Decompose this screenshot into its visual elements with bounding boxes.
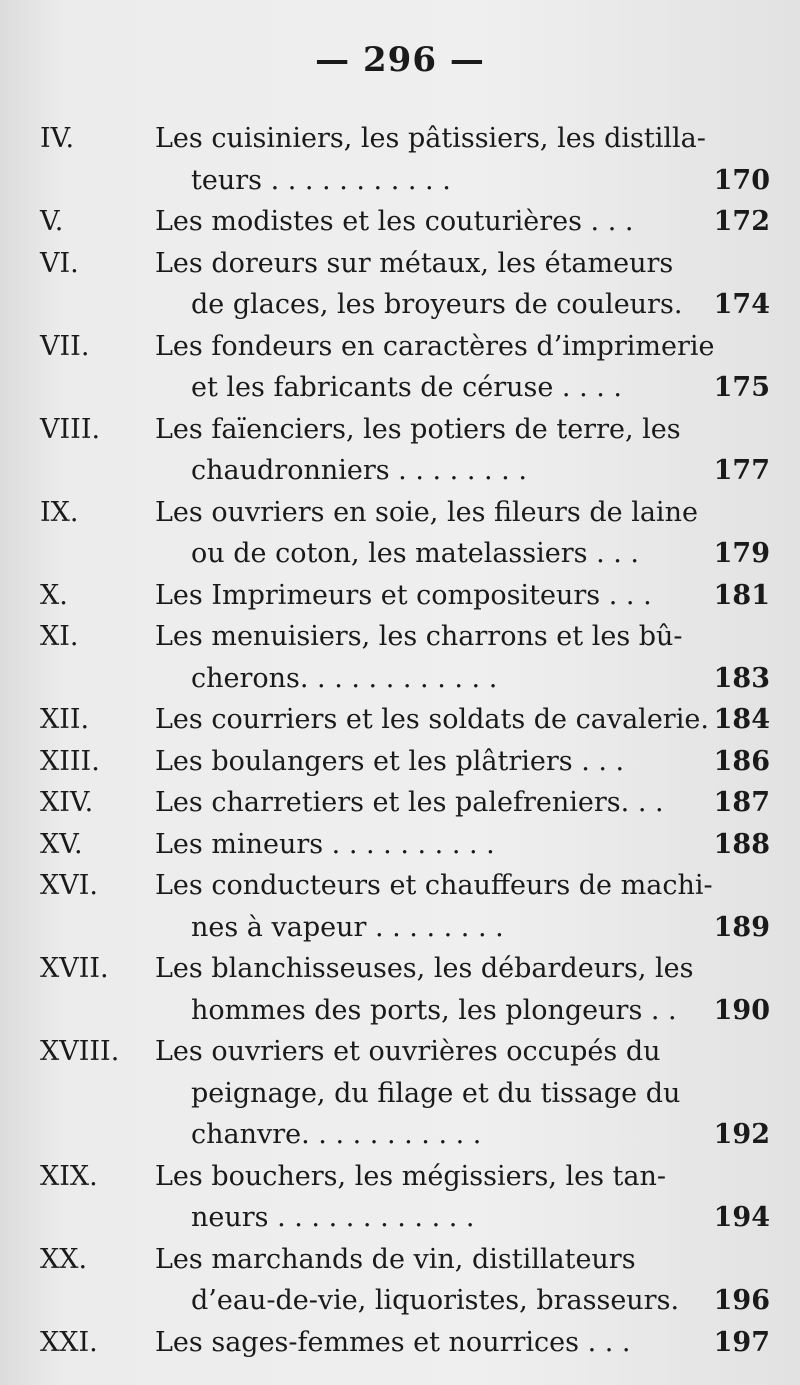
entry-line-text: Les conducteurs et chauffeurs de machi- bbox=[155, 870, 713, 901]
entry-line-text: cherons. . . . . . . . . . . . bbox=[191, 662, 498, 694]
entry-line bbox=[155, 1322, 770, 1364]
entry-line bbox=[155, 1031, 770, 1073]
toc-entry bbox=[40, 243, 770, 326]
toc-entry bbox=[40, 948, 770, 1031]
entry-line bbox=[155, 741, 770, 783]
toc-entry bbox=[40, 1031, 770, 1156]
entry-page-number: 177 bbox=[713, 455, 770, 486]
toc-entry bbox=[40, 1239, 770, 1322]
entry-line-text: Les fondeurs en caractères d’imprimerie bbox=[155, 330, 715, 362]
entry-title bbox=[155, 741, 770, 783]
entry-line bbox=[155, 201, 770, 243]
entry-line bbox=[155, 616, 770, 658]
entry-line bbox=[155, 865, 770, 907]
entry-title bbox=[155, 948, 770, 1031]
toc-entry bbox=[40, 616, 770, 699]
entry-line-text: Les courriers et les soldats de cavalerie. bbox=[155, 704, 709, 735]
chapter-numeral: XVII. bbox=[40, 953, 109, 984]
entry-line-text: Les faïenciers, les potiers de terre, les bbox=[155, 413, 681, 445]
entry-line-text: Les charretiers et les palefreniers. . . bbox=[155, 787, 664, 818]
entry-page-number: 184 bbox=[713, 704, 770, 735]
entry-line-text: d’eau-de-vie, liquoristes, brasseurs. bbox=[191, 1285, 680, 1316]
entry-title bbox=[155, 118, 770, 201]
entry-line bbox=[155, 492, 770, 534]
toc-entry bbox=[40, 699, 770, 741]
entry-line bbox=[155, 1073, 770, 1115]
entry-title bbox=[155, 824, 770, 866]
entry-line bbox=[155, 243, 770, 285]
chapter-numeral: XVI. bbox=[40, 870, 98, 901]
entry-line-text: Les ouvriers et ouvrières occupés du bbox=[155, 1036, 661, 1067]
entry-line bbox=[155, 575, 770, 617]
entry-line-text: chaudronniers . . . . . . . . bbox=[191, 455, 527, 486]
entry-line bbox=[155, 1197, 770, 1239]
entry-line-text: Les doreurs sur métaux, les étameurs bbox=[155, 247, 674, 279]
entry-page-number: 183 bbox=[713, 662, 770, 694]
entry-line-text: Les ouvriers en soie, les fileurs de laine bbox=[155, 496, 698, 528]
entry-line bbox=[155, 990, 770, 1032]
chapter-numeral: IV. bbox=[40, 123, 75, 154]
entry-title bbox=[155, 575, 770, 617]
entry-page-number: 186 bbox=[713, 745, 770, 777]
toc-entry bbox=[40, 1322, 770, 1364]
toc-entry bbox=[40, 575, 770, 617]
entry-title bbox=[155, 1156, 770, 1239]
entry-page-number: 170 bbox=[713, 164, 770, 196]
toc-entry bbox=[40, 824, 770, 866]
entry-page-number: 187 bbox=[713, 787, 770, 818]
entry-line bbox=[155, 824, 770, 866]
entry-page-number: 196 bbox=[713, 1285, 770, 1316]
entry-page-number: 194 bbox=[713, 1202, 770, 1233]
entry-title bbox=[155, 492, 770, 575]
chapter-numeral: XVIII. bbox=[40, 1036, 120, 1067]
toc-entry bbox=[40, 782, 770, 824]
entry-title bbox=[155, 1239, 770, 1322]
chapter-numeral: XII. bbox=[40, 704, 90, 735]
entry-line-text: Les modistes et les couturières . . . bbox=[155, 206, 634, 237]
entry-page-number: 181 bbox=[713, 579, 770, 611]
entry-line bbox=[155, 118, 770, 160]
entry-page-number: 179 bbox=[713, 538, 770, 569]
entry-page-number: 188 bbox=[713, 828, 770, 860]
chapter-numeral: XV. bbox=[40, 828, 83, 860]
entry-line-text: hommes des ports, les plongeurs . . bbox=[191, 994, 677, 1026]
entry-title bbox=[155, 616, 770, 699]
entry-line-text: neurs . . . . . . . . . . . . bbox=[191, 1202, 475, 1233]
entry-line bbox=[155, 782, 770, 824]
entry-page-number: 174 bbox=[713, 289, 770, 320]
chapter-numeral: XIII. bbox=[40, 745, 100, 777]
entry-line-text: Les sages-femmes et nourrices . . . bbox=[155, 1326, 631, 1358]
entry-line bbox=[155, 409, 770, 451]
entry-page-number: 197 bbox=[713, 1326, 770, 1358]
entry-line bbox=[155, 533, 770, 575]
entry-line bbox=[155, 1114, 770, 1156]
entry-page-number: 172 bbox=[713, 206, 770, 237]
chapter-numeral: XX. bbox=[40, 1243, 88, 1275]
entry-line-text: ou de coton, les matelassiers . . . bbox=[191, 538, 640, 569]
entry-title bbox=[155, 326, 770, 409]
chapter-numeral: VIII. bbox=[40, 413, 101, 445]
toc-entry bbox=[40, 409, 770, 492]
entry-page-number: 189 bbox=[713, 911, 770, 943]
chapter-numeral: VII. bbox=[40, 330, 90, 362]
entry-title bbox=[155, 1031, 770, 1156]
entry-line bbox=[155, 284, 770, 326]
entry-line-text: Les bouchers, les mégissiers, les tan- bbox=[155, 1160, 667, 1192]
entry-title bbox=[155, 699, 770, 741]
entry-line-text: Les cuisiniers, les pâtissiers, les distilla- bbox=[155, 123, 706, 154]
entry-line-text: nes à vapeur . . . . . . . . bbox=[191, 911, 504, 943]
chapter-numeral: V. bbox=[40, 206, 64, 237]
toc-entry bbox=[40, 741, 770, 783]
table-of-contents bbox=[40, 118, 770, 1363]
entry-page-number: 175 bbox=[713, 372, 770, 403]
entry-line-text: Les marchands de vin, distillateurs bbox=[155, 1243, 636, 1275]
entry-line bbox=[155, 1239, 770, 1281]
entry-line-text: Les menuisiers, les charrons et les bû- bbox=[155, 621, 683, 652]
entry-line bbox=[155, 160, 770, 202]
chapter-numeral: XI. bbox=[40, 621, 79, 652]
entry-line-text: Les boulangers et les plâtriers . . . bbox=[155, 745, 625, 777]
entry-title bbox=[155, 865, 770, 948]
toc-entry bbox=[40, 118, 770, 201]
toc-entry bbox=[40, 201, 770, 243]
toc-entry bbox=[40, 1156, 770, 1239]
toc-entry bbox=[40, 492, 770, 575]
entry-line-text: peignage, du filage et du tissage du bbox=[191, 1077, 681, 1109]
entry-line bbox=[155, 699, 770, 741]
entry-line-text: et les fabricants de céruse . . . . bbox=[191, 372, 623, 403]
entry-title bbox=[155, 782, 770, 824]
entry-line bbox=[155, 1280, 770, 1322]
entry-line-text: teurs . . . . . . . . . . . bbox=[191, 164, 451, 196]
entry-line-text: Les Imprimeurs et compositeurs . . . bbox=[155, 579, 652, 611]
entry-title bbox=[155, 409, 770, 492]
entry-line-text: Les mineurs . . . . . . . . . . bbox=[155, 828, 495, 860]
chapter-numeral: VI. bbox=[40, 247, 79, 279]
entry-title bbox=[155, 1322, 770, 1364]
entry-page-number: 190 bbox=[713, 994, 770, 1026]
page-number: — 296 — bbox=[315, 40, 485, 80]
entry-line bbox=[155, 326, 770, 368]
entry-page-number: 192 bbox=[713, 1119, 770, 1150]
entry-title bbox=[155, 243, 770, 326]
entry-line bbox=[155, 1156, 770, 1198]
entry-line-text: de glaces, les broyeurs de couleurs. bbox=[191, 289, 683, 320]
entry-title bbox=[155, 201, 770, 243]
chapter-numeral: XIV. bbox=[40, 787, 94, 818]
toc-entry bbox=[40, 865, 770, 948]
chapter-numeral: IX. bbox=[40, 496, 79, 528]
entry-line bbox=[155, 367, 770, 409]
entry-line bbox=[155, 948, 770, 990]
entry-line bbox=[155, 658, 770, 700]
chapter-numeral: XXI. bbox=[40, 1326, 98, 1358]
entry-line bbox=[155, 907, 770, 949]
entry-line-text: Les blanchisseuses, les débardeurs, les bbox=[155, 953, 694, 984]
chapter-numeral: X. bbox=[40, 579, 68, 611]
chapter-numeral: XIX. bbox=[40, 1160, 98, 1192]
entry-line-text: chanvre. . . . . . . . . . . bbox=[191, 1119, 482, 1150]
entry-line bbox=[155, 450, 770, 492]
toc-entry bbox=[40, 326, 770, 409]
